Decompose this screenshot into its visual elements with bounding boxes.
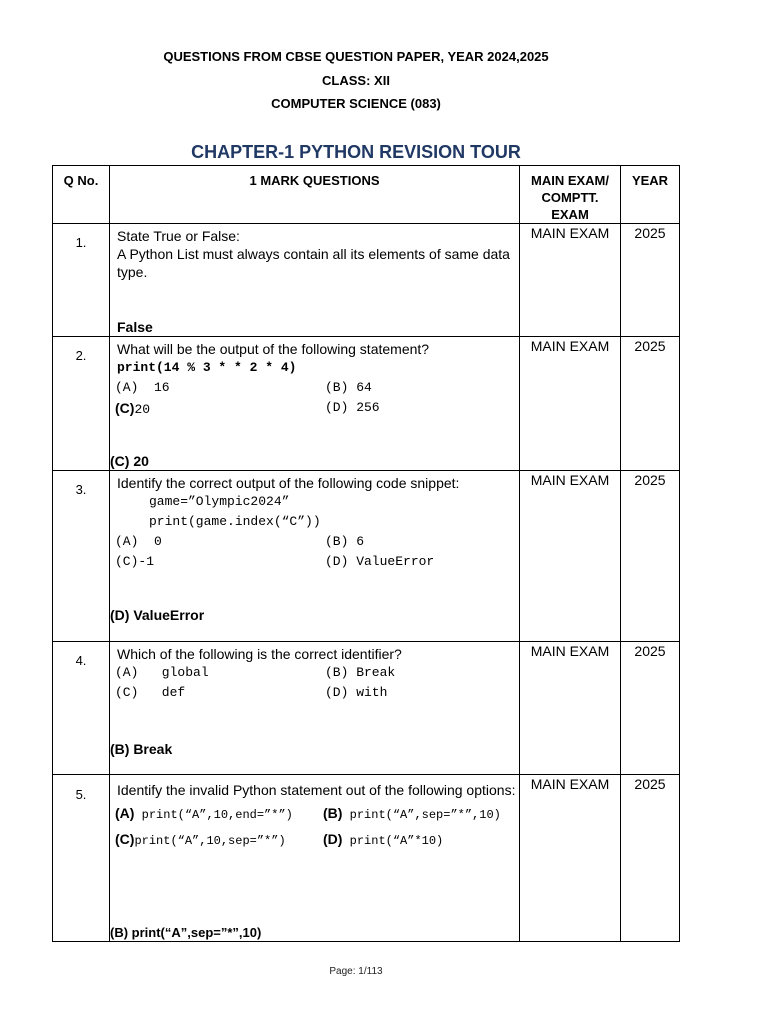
question-cell [110, 224, 520, 337]
option-a: (A) global [115, 665, 209, 680]
option-c [115, 398, 325, 420]
question-cell [110, 337, 520, 471]
option-c: (C) def [115, 685, 186, 700]
question-number: 5. [53, 775, 110, 942]
question-text: What will be the output of the following statement? [117, 341, 430, 357]
option-c-value: print(“A”,10,sep=”*”) [134, 834, 286, 848]
option-b-label: (B) [323, 805, 343, 821]
exam-year: 2025 [621, 224, 680, 337]
exam-year: 2025 [621, 471, 680, 642]
answer-text: (C) 20 [110, 453, 149, 469]
table-row [53, 224, 680, 337]
exam-type: MAIN EXAM [520, 642, 621, 775]
exam-type: MAIN EXAM [520, 337, 621, 471]
header-qno: Q No. [53, 166, 110, 224]
option-d: (D) ValueError [325, 554, 435, 569]
option-c [115, 827, 323, 853]
code-line: print(game.index(“C”)) [149, 514, 321, 529]
options-grid [115, 801, 519, 853]
exam-year: 2025 [621, 642, 680, 775]
question-number: 1. [53, 224, 110, 337]
header-exam-line-1: MAIN EXAM/ [531, 173, 609, 188]
option-c: (C)-1 [115, 554, 155, 569]
doc-title-line-1: QUESTIONS FROM CBSE QUESTION PAPER, YEAR 2024,2025 [163, 49, 549, 64]
question-number: 3. [53, 471, 110, 642]
header-exam [520, 166, 621, 224]
table-row [53, 337, 680, 471]
doc-title-line-2: CLASS: XII [322, 73, 390, 88]
options-grid [115, 378, 519, 420]
table-row [53, 471, 680, 642]
option-c-label: (C) [115, 831, 135, 847]
option-d-value: print(“A”*10) [349, 834, 444, 848]
exam-year: 2025 [621, 775, 680, 942]
option-b [323, 801, 513, 827]
answer-text: (D) ValueError [110, 607, 205, 623]
chapter-heading: CHAPTER-1 PYTHON REVISION TOUR [191, 142, 521, 162]
header-exam-line-3: EXAM [551, 207, 589, 222]
option-c-label: (C) [115, 400, 135, 416]
option-b: (B) Break [325, 665, 396, 680]
question-cell [110, 642, 520, 775]
header-questions: 1 MARK QUESTIONS [110, 166, 520, 224]
option-a-value: print(“A”,10,end=”*”) [141, 808, 293, 822]
answer-text: (B) print(“A”,sep=”*”,10) [110, 925, 262, 940]
options-grid [115, 532, 519, 572]
option-b-value: print(“A”,sep=”*”,10) [349, 808, 501, 822]
options-grid [115, 663, 519, 703]
option-a: (A) 16 [115, 380, 170, 395]
option-d: (D) with [325, 685, 388, 700]
option-a-label: (A) [115, 805, 135, 821]
questions-table [52, 165, 680, 942]
code-line: game=”Olympic2024” [149, 494, 290, 509]
table-row [53, 775, 680, 942]
option-b: (B) 6 [325, 534, 365, 549]
question-number: 2. [53, 337, 110, 471]
table-header-row [53, 166, 680, 224]
header-exam-line-2: COMPTT. [541, 190, 599, 205]
question-cell [110, 471, 520, 642]
question-text [117, 227, 519, 281]
exam-type: MAIN EXAM [520, 471, 621, 642]
exam-year: 2025 [621, 337, 680, 471]
option-d: (D) 256 [325, 400, 380, 415]
exam-type: MAIN EXAM [520, 775, 621, 942]
option-d [323, 827, 513, 853]
option-a [115, 801, 323, 827]
code-line: print(14 % 3 * * 2 * 4) [117, 360, 297, 375]
answer-text: (B) Break [110, 741, 173, 757]
question-text-line: A Python List must always contain all its elements of same data type. [117, 246, 510, 280]
question-text: Identify the correct output of the following code snippet: [117, 475, 460, 491]
question-number: 4. [53, 642, 110, 775]
question-text: Which of the following is the correct identifier? [117, 646, 402, 662]
option-d-label: (D) [323, 831, 343, 847]
table-row [53, 642, 680, 775]
doc-title-line-3: COMPUTER SCIENCE (083) [271, 96, 441, 111]
answer-text: False [117, 319, 153, 335]
header-year: YEAR [621, 166, 680, 224]
question-text-line: State True or False: [117, 228, 240, 244]
page-number: Page: 1/113 [329, 966, 383, 977]
question-text: Identify the invalid Python statement out of the following options: [117, 782, 516, 798]
option-b: (B) 64 [325, 380, 372, 395]
option-a: (A) 0 [115, 534, 162, 549]
exam-type: MAIN EXAM [520, 224, 621, 337]
question-cell [110, 775, 520, 942]
option-c-value: 20 [134, 402, 151, 417]
